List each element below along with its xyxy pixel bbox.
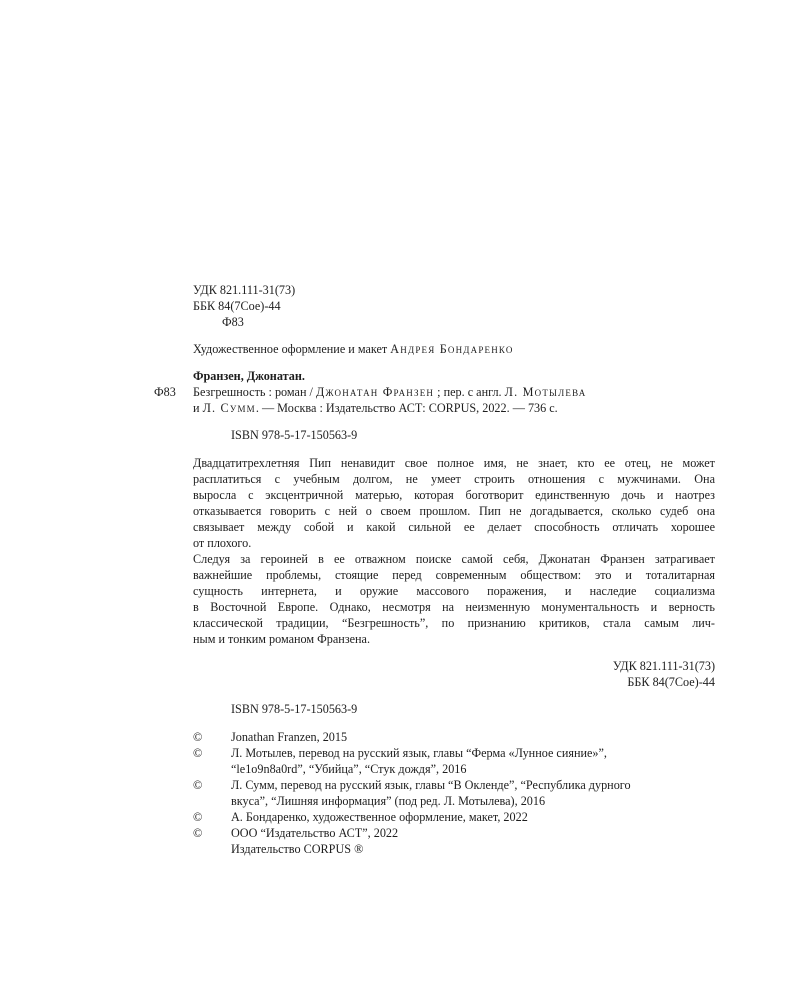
bbk-code-right: ББК 84(7Сое)-44 [627, 675, 715, 689]
copyright-symbol: © [193, 810, 203, 824]
annotation-p2-last: ным и тонким романом Франзена. [193, 632, 371, 646]
bib-translator-2: Л. Сумм [202, 401, 256, 415]
copyright-line: Л. Мотылев, перевод на русский язык, главы “Ферма «Лунное сияние»”, [231, 746, 607, 760]
bib-line2-rest: . — Москва : Издательство АСТ: CORPUS, 2022. — 736 с. [255, 401, 558, 415]
copyright-symbol: © [193, 826, 203, 840]
annotation-p2-line: важнейшие проблемы, стоящие перед современным обществом: это и тоталитарная [193, 568, 715, 582]
copyright-symbol: © [193, 746, 203, 760]
bib-side-mark: Ф83 [154, 385, 176, 399]
bbk-code: ББК 84(7Сое)-44 [193, 299, 281, 313]
annotation-p2-line: классической традиции, “Безгрешность”, по признанию критиков, стала самым лич- [193, 616, 715, 630]
publisher-trademark-line: Издательство CORPUS ® [231, 842, 364, 856]
bib-title-prefix: Безгрешность : роман / [193, 385, 316, 399]
author-mark: Ф83 [222, 315, 244, 329]
annotation-p1-line: отказывается говорить с ней о своем прошлом. Пип не догадывается, сколько судеб она [193, 504, 715, 518]
bib-line2-prefix: и [193, 401, 203, 415]
copyright-line: ООО “Издательство АСТ”, 2022 [231, 826, 399, 840]
annotation-p1-line: выросла с эксцентричной матерью, которая боготворит единственную дочь и наотрез [193, 488, 715, 502]
bib-publisher-line [193, 401, 558, 416]
copyright-line: А. Бондаренко, художественное оформление, макет, 2022 [231, 810, 528, 824]
copyright-line: Л. Сумм, перевод на русский язык, главы “В Окленде”, “Республика дурного [231, 778, 631, 792]
design-credit-prefix: Художественное оформление и макет [193, 342, 391, 356]
annotation-p1-line: Двадцатитрехлетняя Пип ненавидит свое полное имя, не знает, кто ее отец, не может [193, 456, 715, 470]
bib-author-heading: Франзен, Джонатан. [193, 369, 305, 383]
copyright-line: “le1o9n8a0rd”, “Убийца”, “Стук дождя”, 2016 [231, 762, 467, 776]
bib-isbn: ISBN 978-5-17-150563-9 [231, 428, 358, 442]
isbn-bottom: ISBN 978-5-17-150563-9 [231, 702, 358, 716]
bib-title-author: Джонатан Франзен [315, 385, 435, 399]
annotation-p1-line: расплатиться с учебным долгом, не умеет строить отношения с мужчинами. Она [193, 472, 715, 486]
annotation-p2-line: сущность интернета, и оружие массового поражения, и наследие социализма [193, 584, 715, 598]
annotation-p2-line: в Восточной Европе. Однако, несмотря на неизменную монументальность и верность [193, 600, 715, 614]
annotation-p2-line: Следуя за героиней в ее отважном поиске самой себя, Джонатан Франзен затрагивает [193, 552, 715, 566]
copyright-line: вкуса”, “Лишняя информация” (под ред. Л. Мотылева), 2016 [231, 794, 546, 808]
udk-code-right: УДК 821.111-31(73) [612, 659, 715, 673]
bib-translator-1: Л. Мотылева [504, 385, 587, 399]
designer-name: Андрея Бондаренко [390, 342, 514, 356]
annotation-p1-line: связывает между собой и какой сильной ее делает способность отличать хорошее [193, 520, 715, 534]
bib-title-line [193, 385, 586, 400]
copyright-symbol: © [193, 730, 203, 744]
annotation-p1-last: от плохого. [193, 536, 252, 550]
udk-code: УДК 821.111-31(73) [193, 283, 296, 297]
copyright-line: Jonathan Franzen, 2015 [231, 730, 348, 744]
bib-title-mid: ; пер. с англ. [434, 385, 505, 399]
copyright-symbol: © [193, 778, 203, 792]
design-credit [193, 342, 514, 357]
